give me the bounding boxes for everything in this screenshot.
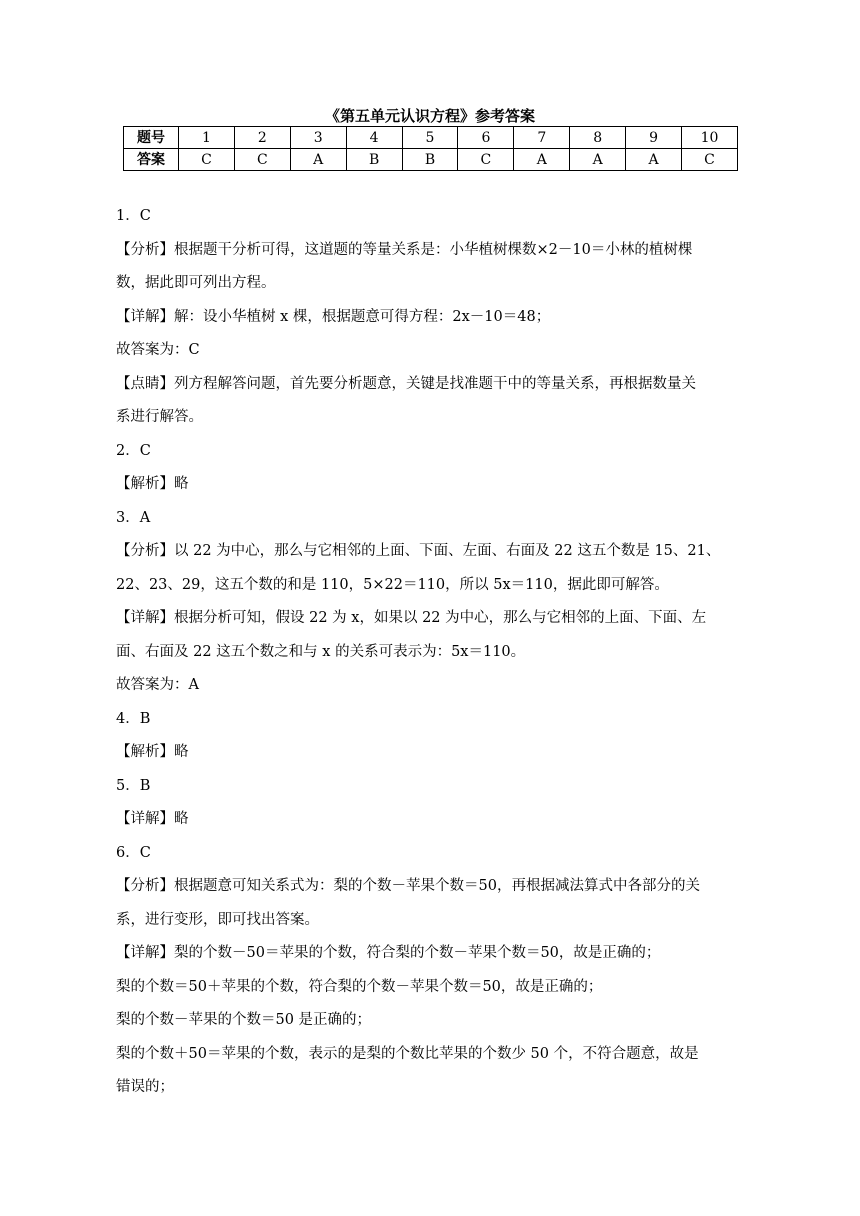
answer-cell: A [570, 149, 626, 171]
question-number-cell: 1 [179, 127, 235, 149]
question-number-cell: 7 [514, 127, 570, 149]
analysis-text: 【分析】根据题意可知关系式为：梨的个数－苹果个数＝50，再根据减法算式中各部分的关 [116, 878, 700, 894]
answer-cell: B [402, 149, 458, 171]
answer-number-2: 2．C [116, 442, 151, 459]
answer-header: 答案 [124, 149, 179, 171]
solution-body [116, 200, 744, 1105]
detail-text: 【详解】梨的个数－50＝苹果的个数，符合梨的个数－苹果个数＝50，故是正确的； [116, 945, 661, 961]
answer-row [124, 149, 738, 171]
answer-cell: A [514, 149, 570, 171]
answer-cell: C [234, 149, 290, 171]
answer-cell: C [458, 149, 514, 171]
detail-text: 梨的个数＝50＋苹果的个数，符合梨的个数－苹果个数＝50，故是正确的； [116, 978, 603, 995]
question-number-row [124, 127, 738, 149]
explanation-text: 【解析】略 [116, 744, 189, 760]
detail-text: 【详解】根据分析可知，假设 22 为 x，如果以 22 为中心，那么与它相邻的上面、下面、左 [116, 610, 707, 626]
answer-cell: B [346, 149, 402, 171]
page-title: 《第五单元认识方程》参考答案 [324, 107, 535, 125]
analysis-text: 22、23、29，这五个数的和是 110，5×22＝110，所以 5x＝110，据此即可解答。 [116, 576, 669, 593]
detail-text: 错误的； [116, 1079, 174, 1095]
answer-cell: C [179, 149, 235, 171]
answer-cell: A [290, 149, 346, 171]
explanation-text: 【解析】略 [116, 476, 189, 492]
question-number-cell: 2 [234, 127, 290, 149]
question-number-cell: 8 [570, 127, 626, 149]
detail-text: 【详解】解：设小华植树 x 棵，根据题意可得方程：2x－10＝48； [116, 308, 551, 325]
conclusion-text: 故答案为：C [116, 342, 200, 358]
answer-cell: A [626, 149, 682, 171]
detail-text: 梨的个数－苹果的个数＝50 是正确的； [116, 1012, 372, 1028]
question-number-cell: 3 [290, 127, 346, 149]
analysis-text: 【分析】以 22 为中心，那么与它相邻的上面、下面、左面、右面及 22 这五个数是 15、21、 [116, 543, 721, 559]
answer-number-4: 4．B [116, 710, 151, 727]
answer-cell: C [682, 149, 738, 171]
detail-text: 【详解】略 [116, 811, 189, 827]
question-number-header: 题号 [124, 127, 179, 149]
question-number-cell: 5 [402, 127, 458, 149]
comment-text: 系进行解答。 [116, 409, 203, 425]
analysis-text: 数，据此即可列出方程。 [116, 275, 276, 291]
question-number-cell: 10 [682, 127, 738, 149]
analysis-text: 【分析】根据题干分析可得，这道题的等量关系是：小华植树棵数×2－10＝小林的植树棵 [116, 241, 693, 258]
comment-text: 【点睛】列方程解答问题，首先要分析题意，关键是找准题干中的等量关系，再根据数量关 [116, 375, 696, 392]
detail-text: 梨的个数＋50＝苹果的个数，表示的是梨的个数比苹果的个数少 50 个，不符合题意，故是 [116, 1045, 699, 1062]
question-number-cell: 9 [626, 127, 682, 149]
question-number-cell: 4 [346, 127, 402, 149]
answer-table [123, 126, 738, 171]
answer-number-1: 1．C [116, 208, 151, 224]
answer-number-6: 6．C [116, 844, 151, 861]
answer-number-3: 3．A [116, 509, 151, 526]
detail-text: 面、右面及 22 这五个数之和与 x 的关系可表示为：5x＝110。 [116, 643, 526, 660]
answer-number-5: 5．B [116, 777, 151, 794]
analysis-text: 系，进行变形，即可找出答案。 [116, 911, 319, 928]
question-number-cell: 6 [458, 127, 514, 149]
conclusion-text: 故答案为：A [116, 677, 199, 693]
